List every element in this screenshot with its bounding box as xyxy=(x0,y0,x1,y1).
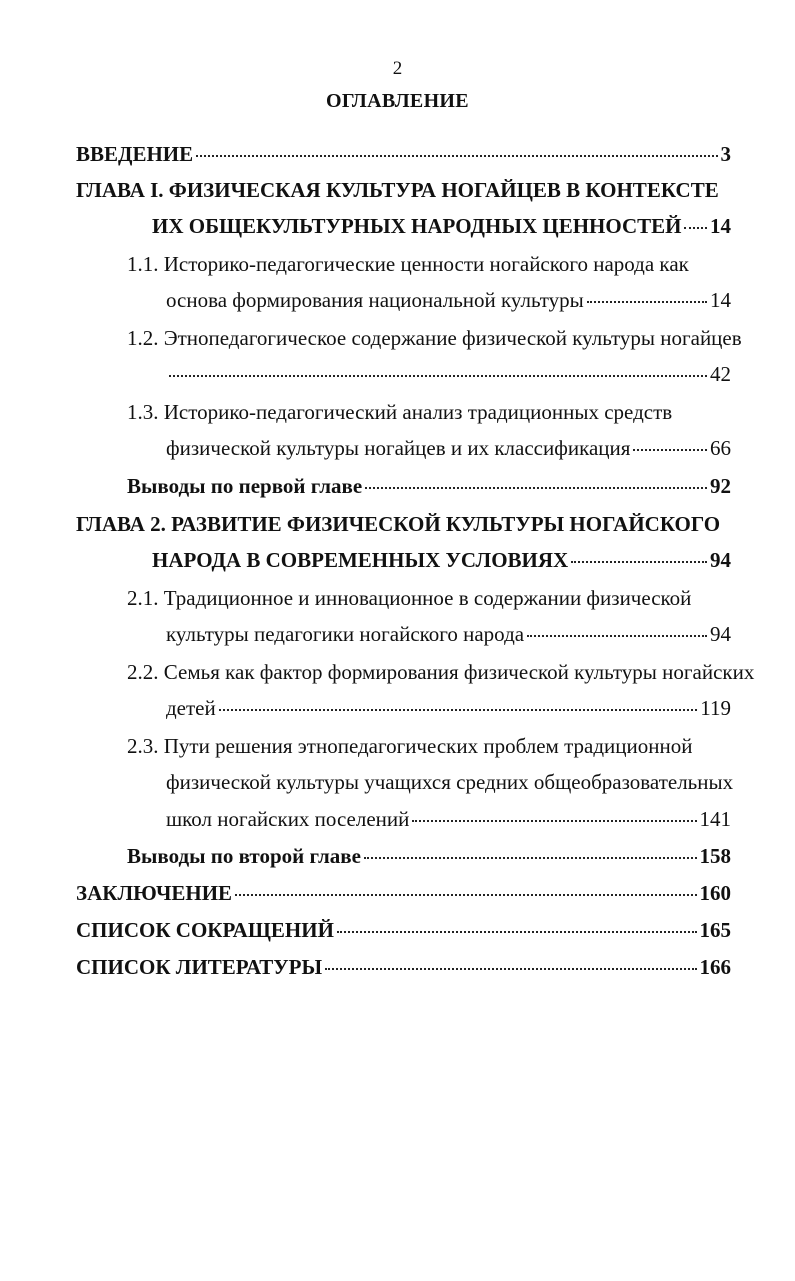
dot-leader xyxy=(587,301,707,303)
toc-page-number: 160 xyxy=(699,881,731,905)
toc-entry-text: Выводы по первой главе xyxy=(127,474,363,498)
toc-chapter-2-conclusions[interactable] xyxy=(127,842,731,870)
toc-section-2-3-title[interactable]: 2.3. Пути решения этнопедагогических проблем традиционной xyxy=(127,734,693,758)
toc-section-2-2-entry[interactable] xyxy=(166,694,731,722)
toc-page-number: 92 xyxy=(710,474,731,498)
dot-leader xyxy=(527,635,707,637)
toc-entry-text: СПИСОК ЛИТЕРАТУРЫ xyxy=(76,955,323,979)
dot-leader xyxy=(235,894,696,896)
dot-leader xyxy=(196,155,717,157)
dot-leader xyxy=(219,709,698,711)
toc-chapter-1-entry[interactable] xyxy=(152,212,731,240)
toc-chapter-1-conclusions[interactable] xyxy=(127,472,731,500)
toc-entry-text: СПИСОК СОКРАЩЕНИЙ xyxy=(76,918,334,942)
dot-leader xyxy=(325,968,696,970)
toc-entry-text: ИХ ОБЩЕКУЛЬТУРНЫХ НАРОДНЫХ ЦЕННОСТЕЙ xyxy=(152,214,682,238)
toc-entry-text: школ ногайских поселений xyxy=(166,807,410,831)
toc-page-number: 141 xyxy=(699,807,731,831)
toc-chapter-2-title[interactable]: ГЛАВА 2. РАЗВИТИЕ ФИЗИЧЕСКОЙ КУЛЬТУРЫ НОГАЙСКОГО xyxy=(76,512,721,536)
toc-page-number: 14 xyxy=(710,214,731,238)
toc-page-number: 166 xyxy=(699,955,731,979)
toc-section-2-1-entry[interactable] xyxy=(166,620,731,648)
page-number: 2 xyxy=(392,58,403,79)
toc-entry-text: детей xyxy=(166,696,216,720)
toc-page-number: 119 xyxy=(700,696,731,720)
toc-page-number: 158 xyxy=(699,844,731,868)
dot-leader xyxy=(571,561,707,563)
toc-entry-text: ВВЕДЕНИЕ xyxy=(76,142,194,166)
toc-entry-text: основа формирования национальной культуры xyxy=(166,288,584,312)
dot-leader xyxy=(337,931,697,933)
toc-page-number: 42 xyxy=(710,362,731,386)
toc-section-2-3-entry[interactable] xyxy=(166,805,731,833)
toc-section-2-1-title[interactable]: 2.1. Традиционное и инновационное в содержании физической xyxy=(127,586,692,610)
toc-entry-text: НАРОДА В СОВРЕМЕННЫХ УСЛОВИЯХ xyxy=(152,548,569,572)
toc-entry-references[interactable] xyxy=(76,953,731,981)
toc-entry-text: Выводы по второй главе xyxy=(127,844,361,868)
toc-section-2-2-title[interactable]: 2.2. Семья как фактор формирования физической культуры ногайских xyxy=(127,660,755,684)
toc-section-2-3-line2[interactable]: физической культуры учащихся средних общеобразовательных xyxy=(166,770,734,794)
dot-leader xyxy=(364,857,697,859)
toc-entry-abbreviations[interactable] xyxy=(76,916,731,944)
toc-section-1-2-title[interactable]: 1.2. Этнопедагогическое содержание физической культуры ногайцев xyxy=(127,326,742,350)
toc-page-number: 66 xyxy=(710,436,731,460)
toc-section-1-3-title[interactable]: 1.3. Историко-педагогический анализ традиционных средств xyxy=(127,400,673,424)
toc-chapter-2-entry[interactable] xyxy=(152,546,731,574)
dot-leader xyxy=(365,487,707,489)
dot-leader xyxy=(412,820,696,822)
toc-entry-text: ЗАКЛЮЧЕНИЕ xyxy=(76,881,233,905)
toc-section-1-1-title[interactable]: 1.1. Историко-педагогические ценности ногайского народа как xyxy=(127,252,689,276)
toc-page-number: 14 xyxy=(710,288,731,312)
toc-entry-text: физической культуры ногайцев и их классификация xyxy=(166,436,631,460)
dot-leader xyxy=(684,227,707,229)
toc-title: ОГЛАВЛЕНИЕ xyxy=(326,90,469,112)
toc-section-1-1-entry[interactable] xyxy=(166,286,731,314)
toc-section-1-2-entry[interactable] xyxy=(166,360,731,388)
dot-leader xyxy=(169,375,707,377)
toc-page-number: 165 xyxy=(699,918,731,942)
toc-entry-introduction[interactable] xyxy=(76,140,731,168)
toc-page-number: 94 xyxy=(710,548,731,572)
toc-chapter-1-title[interactable]: ГЛАВА I. ФИЗИЧЕСКАЯ КУЛЬТУРА НОГАЙЦЕВ В КОНТЕКСТЕ xyxy=(76,178,719,202)
dot-leader xyxy=(633,449,707,451)
toc-page-number: 3 xyxy=(720,142,731,166)
toc-page-number: 94 xyxy=(710,622,731,646)
toc-entry-conclusion[interactable] xyxy=(76,879,731,907)
toc-section-1-3-entry[interactable] xyxy=(166,434,731,462)
toc-entry-text: культуры педагогики ногайского народа xyxy=(166,622,525,646)
